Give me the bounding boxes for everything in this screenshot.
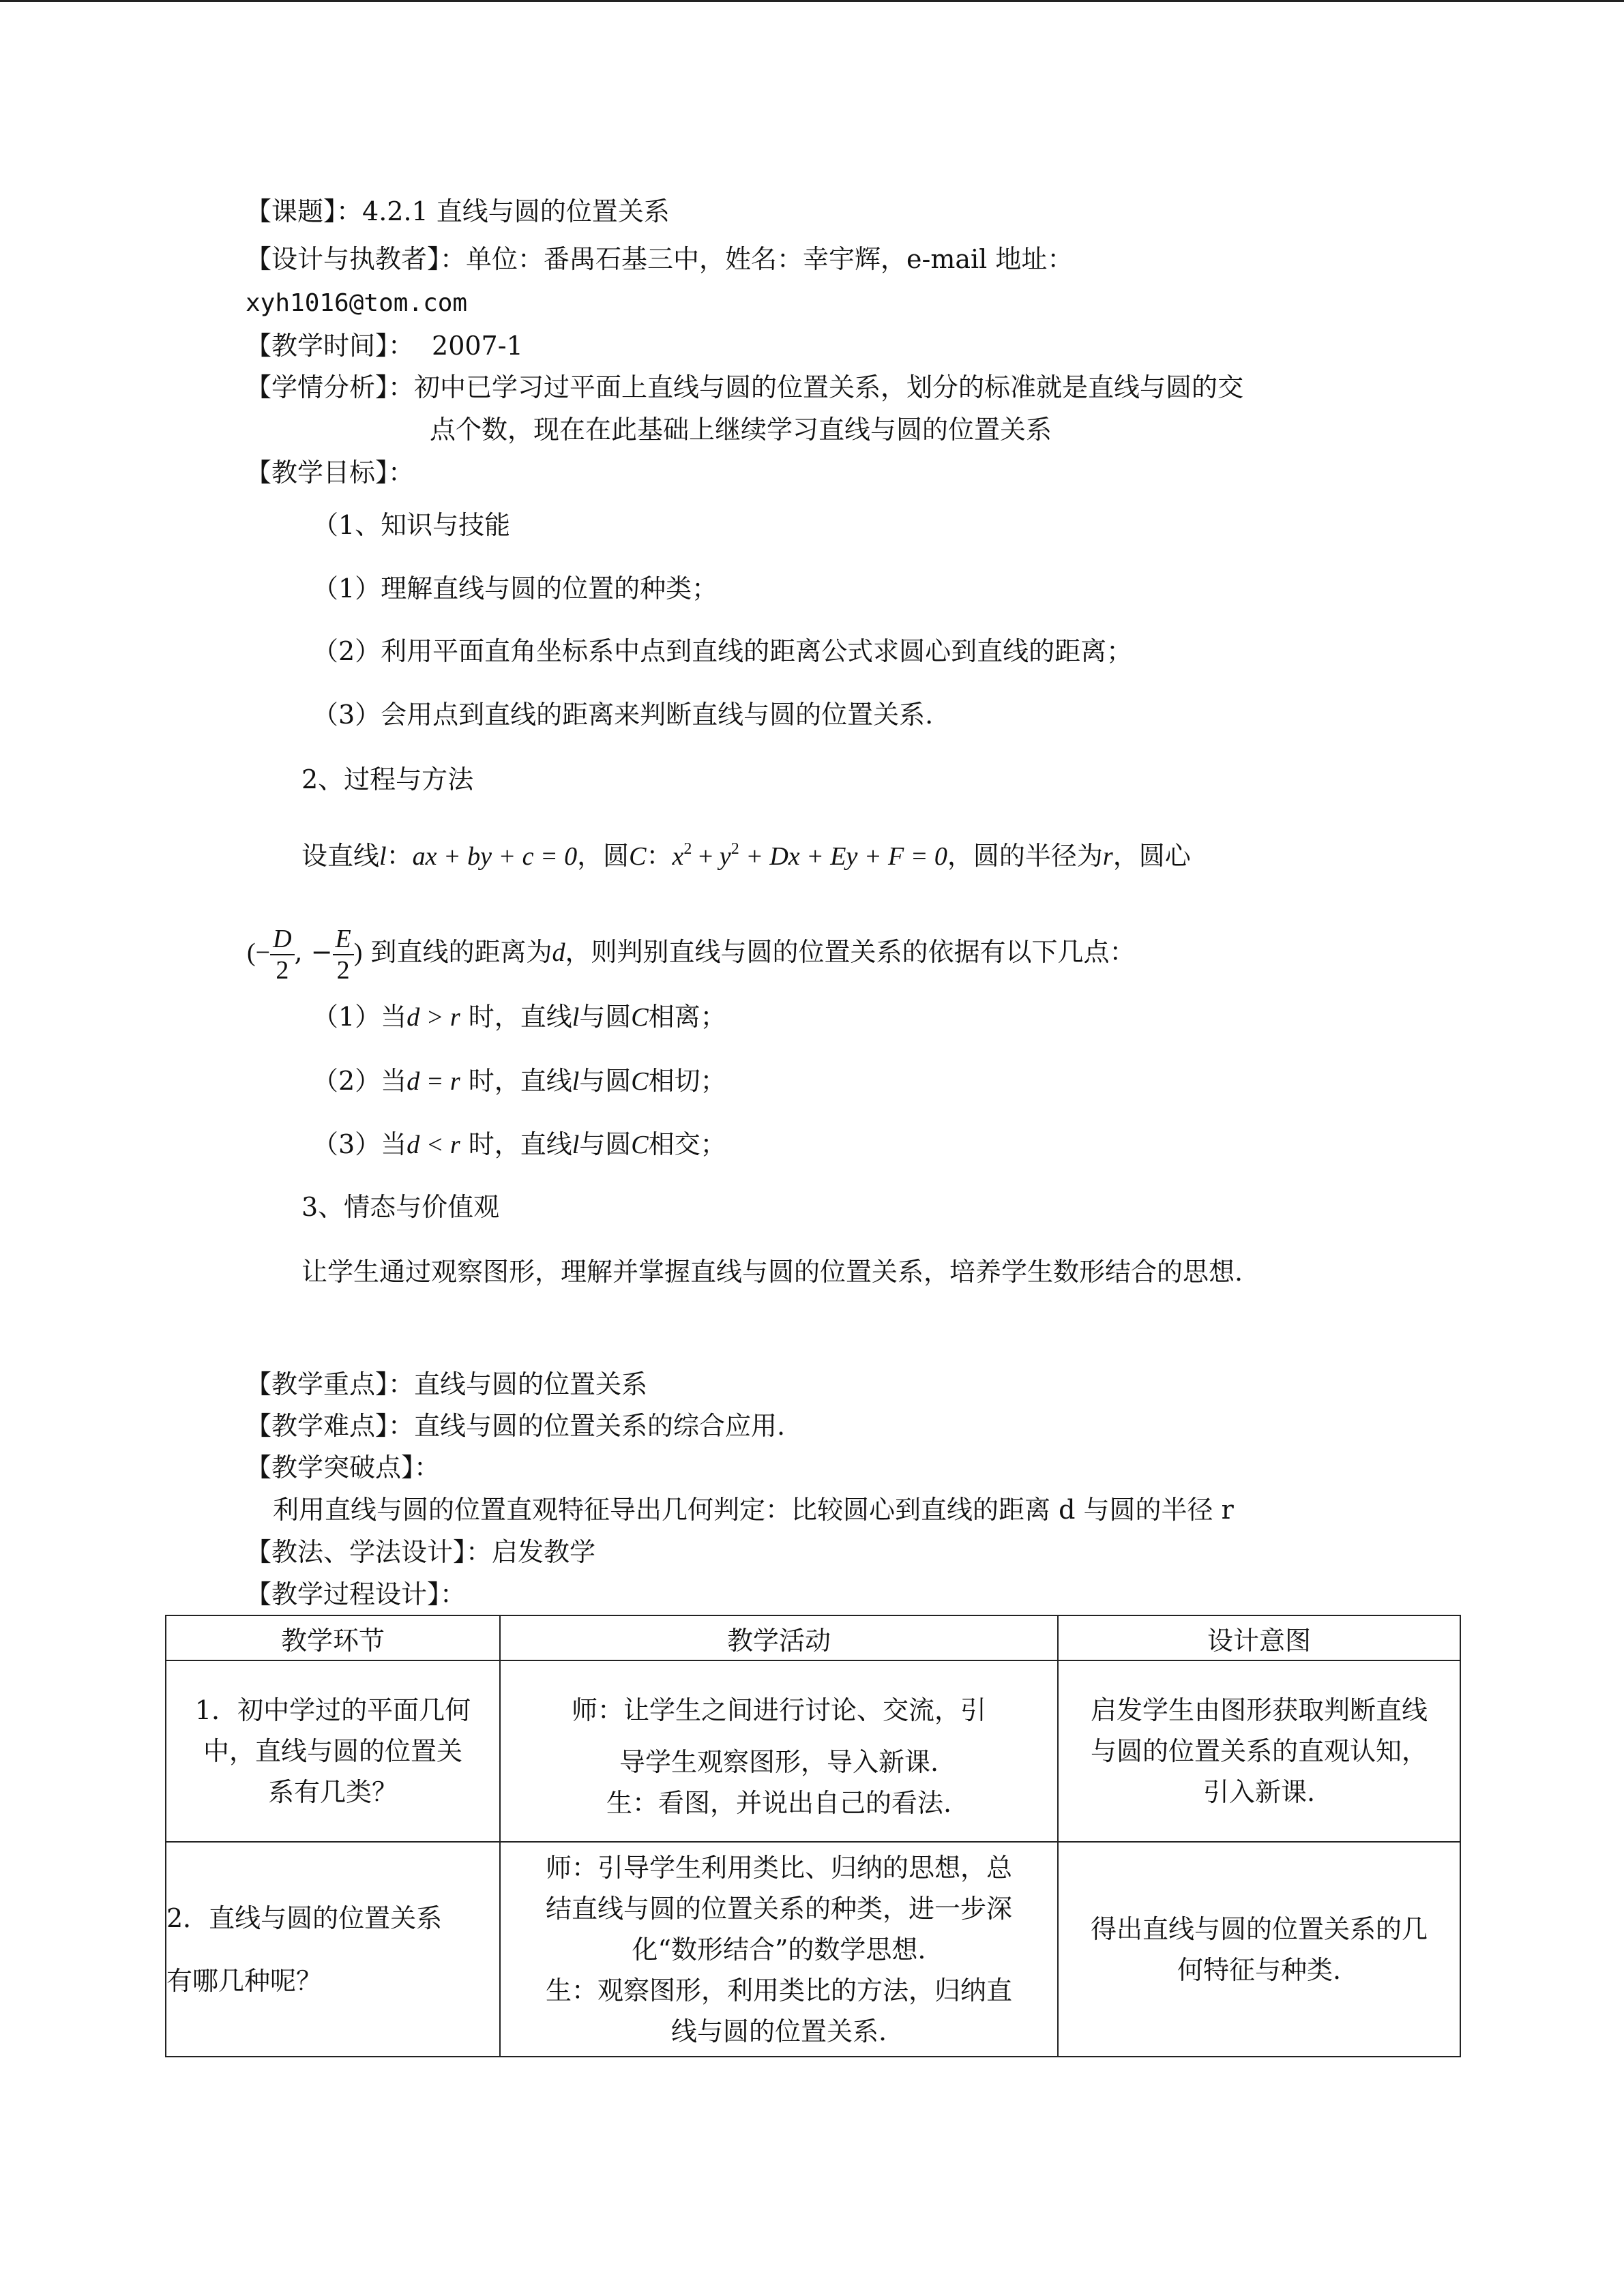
goal-knowledge-item-3: （3）会用点到直线的距离来判断直线与圆的位置关系. [312,700,934,730]
learner-analysis-text: 初中已学习过平面上直线与圆的位置关系，划分的标准就是直线与圆的交 [414,372,1244,402]
column-header: 设计意图 [1058,1615,1460,1660]
criterion-intersect: （3）当d < r 时，直线l与圆C相交； [312,1129,726,1159]
topic-label: 【课题】： [246,196,363,226]
center-distance-line: (− $\frac{D}{2}$ , − $\frac{E}{2}$ ) 到直线的距离为d，则判别直线与圆的位置关系的依据有以下几点： [247,924,1136,985]
criterion-separate: （1）当d > r 时，直线l与圆C相离； [312,1002,726,1032]
teaching-time-value: 2007-1 [432,331,523,361]
table-cell-stage: 1．初中学过的平面几何 中，直线与圆的位置关 系有几类？ [166,1660,500,1842]
page-top-border [0,0,1624,2]
circle-equation: $x^2 + y^2 + Dx + Ey + F = 0$ [672,840,947,871]
learner-analysis-continuation: 点个数，现在在此基础上继续学习直线与圆的位置关系 [430,415,1052,445]
topic-value: 4.2.1 直线与圆的位置关系 [362,196,670,226]
table-cell-intent: 启发学生由图形获取判断直线 与圆的位置关系的直观认知， 引入新课. [1058,1660,1460,1842]
topic-line [246,194,670,228]
goal-process-title: 2、过程与方法 [301,764,474,794]
designer-value: 单位：番禺石基三中，姓名：幸宇辉，e-mail 地址： [466,244,1074,274]
goal-knowledge-item-1: （1）理解直线与圆的位置的种类； [312,573,718,603]
table-row [166,1842,1460,2057]
goal-values-title: 3、情态与价值观 [301,1192,500,1222]
fraction-e-over-2: $\frac{E}{2}$ [333,924,354,985]
learner-analysis-label: 【学情分析】： [246,372,415,402]
designer-line [246,242,1073,276]
learner-analysis-line [246,370,1243,404]
email-address: xyh1016@tom.com [246,289,468,317]
goal-values-text: 让学生通过观察图形，理解并掌握直线与圆的位置关系，培养学生数形结合的思想. [301,1257,1243,1287]
goal-knowledge-title: （1、知识与技能 [312,510,511,540]
teaching-process-table [165,1615,1461,2057]
criterion-tangent: （2）当d = r 时，直线l与圆C相切； [312,1066,726,1096]
column-header: 教学环节 [166,1615,500,1660]
breakthrough-heading: 【教学突破点】： [246,1452,441,1482]
table-cell-activity: 师：让学生之间进行讨论、交流，引 导学生观察图形，导入新课. 生：看图，并说出自己的看法. [500,1660,1058,1842]
difficulty-line: 【教学难点】：直线与圆的位置关系的综合应用. [246,1411,786,1441]
teaching-time-label: 【教学时间】： [246,331,415,361]
breakthrough-text: 利用直线与圆的位置直观特征导出几何判定：比较圆心到直线的距离 d 与圆的半径 r [273,1495,1234,1525]
goals-heading: 【教学目标】： [246,458,415,488]
table-cell-stage: 2．直线与圆的位置关系 有哪几种呢？ [166,1842,500,2057]
teaching-time-line [246,329,523,363]
setup-formula-line: 设直线l：ax + by + c = 0，圆C：$x^2 + y^2 + Dx + Ey + F = 0$，圆的半径为r，圆心 [301,840,1191,871]
column-header: 教学活动 [500,1615,1058,1660]
table-cell-activity: 师：引导学生利用类比、归纳的思想，总 结直线与圆的位置关系的种类，进一步深 化“数形结合”的数学思想. 生：观察图形，利用类比的方法，归纳直 线与圆的位置关系. [500,1842,1058,2057]
line-equation: ax + by + c = 0 [412,842,578,871]
method-line: 【教法、学法设计】：启发教学 [246,1537,596,1567]
process-design-heading: 【教学过程设计】： [246,1579,467,1609]
fraction-d-over-2: $\frac{D}{2}$ [270,924,294,985]
table-header-row [166,1615,1460,1660]
key-point-line: 【教学重点】：直线与圆的位置关系 [246,1369,648,1399]
table-row [166,1660,1460,1842]
goal-knowledge-item-2: （2）利用平面直角坐标系中点到直线的距离公式求圆心到直线的距离； [312,636,1133,666]
designer-label: 【设计与执教者】： [246,244,467,274]
table-cell-intent: 得出直线与圆的位置关系的几 何特征与种类. [1058,1842,1460,2057]
